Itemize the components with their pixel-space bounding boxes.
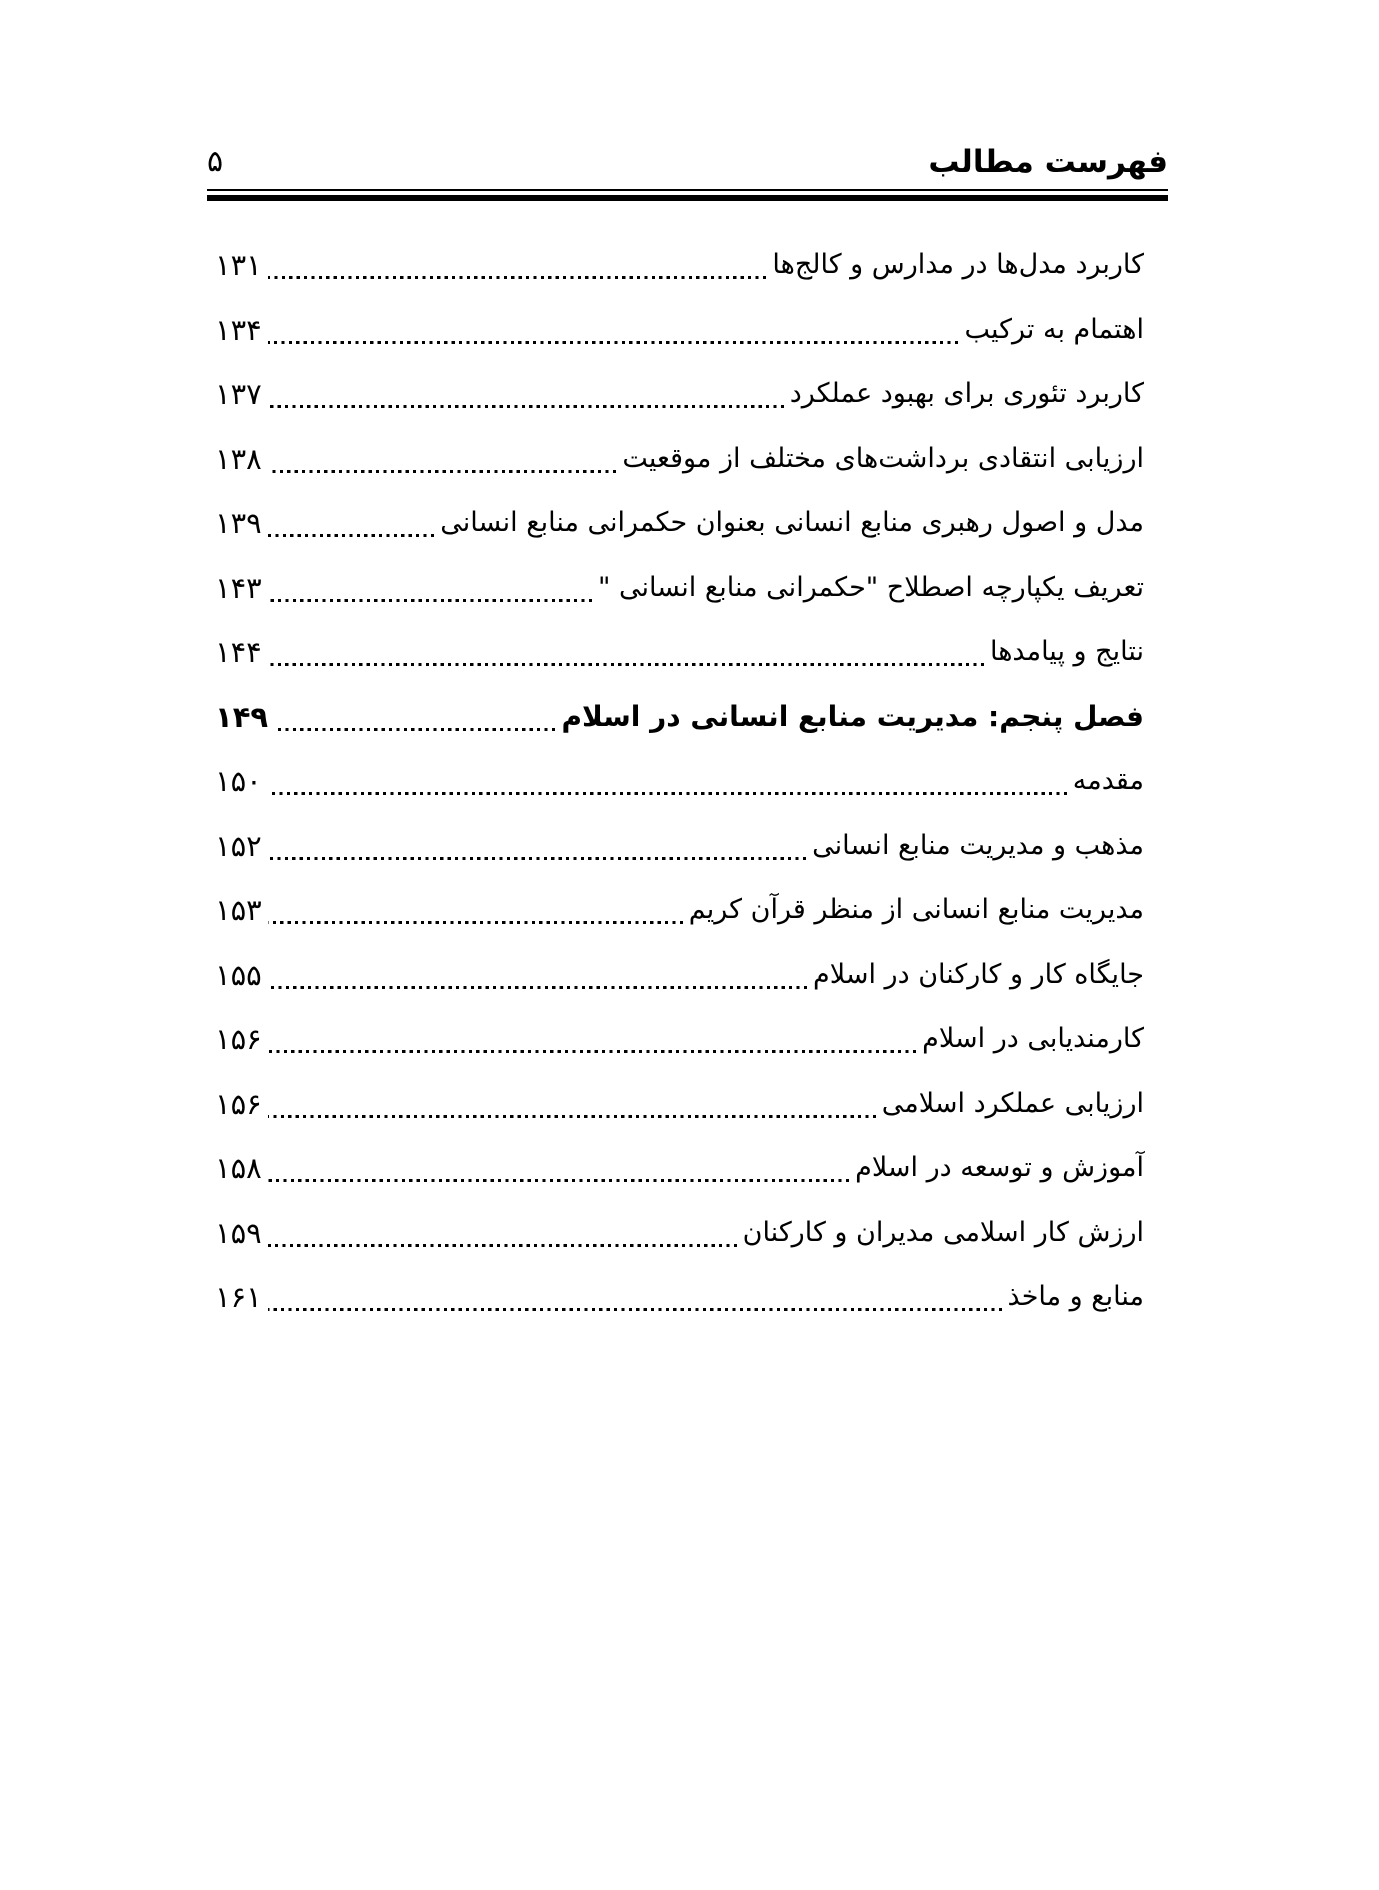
toc-entry-title: تعریف یکپارچه اصطلاح "حکمرانی منابع انسانی ": [597, 571, 1144, 603]
toc-entry-title: ارزش کار اسلامی مدیران و کارکنان: [742, 1216, 1144, 1248]
toc-entry-page: ۱۵۵: [215, 957, 262, 992]
toc-entry: [215, 826, 1144, 891]
toc-entry-page: ۱۵۳: [215, 893, 262, 927]
toc-entry: [215, 374, 1144, 439]
header-divider: [207, 189, 1168, 201]
toc-entry-page: ۱۶۱: [215, 1280, 262, 1314]
dot-leader: [268, 1244, 737, 1247]
toc-entry-title: فصل پنجم: مدیریت منابع انسانی در اسلام: [561, 699, 1144, 733]
toc-entry-title: کاربرد تئوری برای بهبود عملکرد: [789, 378, 1144, 409]
toc-entry: [215, 503, 1144, 568]
toc-entry: [215, 1084, 1144, 1149]
toc-entry-page: ۱۵۲: [215, 828, 262, 863]
toc-entry-title: نتایج و پیامدها: [989, 636, 1144, 667]
toc-entry: [215, 890, 1144, 955]
toc-entry: [215, 1277, 1144, 1342]
dot-leader: [268, 341, 959, 344]
page-title: فهرست مطالب: [928, 144, 1168, 180]
toc-entry-page: ۱۴۹: [215, 699, 269, 734]
toc-entry-title: مذهب و مدیریت منابع انسانی: [812, 829, 1144, 861]
page-number: ۵: [207, 144, 224, 179]
toc-entry: [215, 1148, 1144, 1213]
toc-entry-page: ۱۵۰: [215, 764, 262, 798]
toc-entry-page: ۱۳۱: [215, 248, 262, 282]
toc-entry: [215, 632, 1144, 697]
toc-entry-page: ۱۵۶: [215, 1022, 262, 1056]
toc-entry-title: ارزیابی انتقادی برداشت‌های مختلف از موقعیت: [622, 442, 1144, 474]
toc-entry-title: ارزیابی عملکرد اسلامی: [881, 1087, 1144, 1119]
dot-leader: [274, 728, 555, 731]
toc-entry-title: اهتمام به ترکیب: [964, 313, 1144, 345]
toc-entry: [215, 245, 1144, 310]
toc-entry-title: مدل و اصول رهبری منابع انسانی بعنوان حکمرانی منابع انسانی: [440, 507, 1144, 538]
toc-entry-page: ۱۵۸: [215, 1151, 262, 1185]
toc-entry-title: جایگاه کار و کارکنان در اسلام: [813, 958, 1144, 990]
toc-entry-page: ۱۵۹: [215, 1215, 262, 1250]
dot-leader: [268, 470, 617, 473]
dot-leader: [268, 663, 984, 666]
toc-entry: [215, 568, 1144, 633]
dot-leader: [268, 921, 683, 924]
toc-entry: [215, 1213, 1144, 1278]
toc-list: [207, 245, 1168, 1342]
toc-entry-chapter: [215, 697, 1144, 762]
toc-entry: [215, 310, 1144, 375]
toc-entry: [215, 1019, 1144, 1084]
dot-leader: [268, 1308, 1002, 1311]
toc-entry: [215, 955, 1144, 1020]
dot-leader: [268, 1050, 916, 1053]
content-area: [207, 0, 1168, 1342]
dot-leader: [268, 986, 807, 989]
toc-entry-title: کاربرد مدل‌ها در مدارس و کالج‌ها: [772, 249, 1144, 280]
toc-entry-title: منابع و ماخذ: [1007, 1281, 1144, 1312]
toc-entry: [215, 439, 1144, 504]
page-header: [207, 0, 1168, 182]
dot-leader: [268, 857, 806, 860]
dot-leader: [268, 534, 435, 537]
toc-entry-page: ۱۵۶: [215, 1086, 262, 1121]
dot-leader: [268, 276, 767, 279]
dot-leader: [268, 1179, 849, 1182]
toc-entry-page: ۱۳۹: [215, 506, 262, 540]
toc-entry-page: ۱۴۴: [215, 635, 262, 669]
toc-entry-page: ۱۳۸: [215, 441, 262, 476]
toc-entry-title: کارمندیابی در اسلام: [922, 1023, 1144, 1054]
dot-leader: [268, 599, 592, 602]
dot-leader: [268, 792, 1067, 795]
dot-leader: [268, 1115, 876, 1118]
toc-entry-title: آموزش و توسعه در اسلام: [855, 1152, 1144, 1183]
toc-entry-page: ۱۳۴: [215, 312, 262, 347]
toc-entry-page: ۱۴۳: [215, 570, 262, 605]
dot-leader: [268, 405, 784, 408]
toc-entry: [215, 761, 1144, 826]
toc-entry-title: مدیریت منابع انسانی از منظر قرآن کریم: [688, 894, 1144, 925]
toc-entry-page: ۱۳۷: [215, 377, 262, 411]
toc-entry-title: مقدمه: [1072, 765, 1144, 796]
